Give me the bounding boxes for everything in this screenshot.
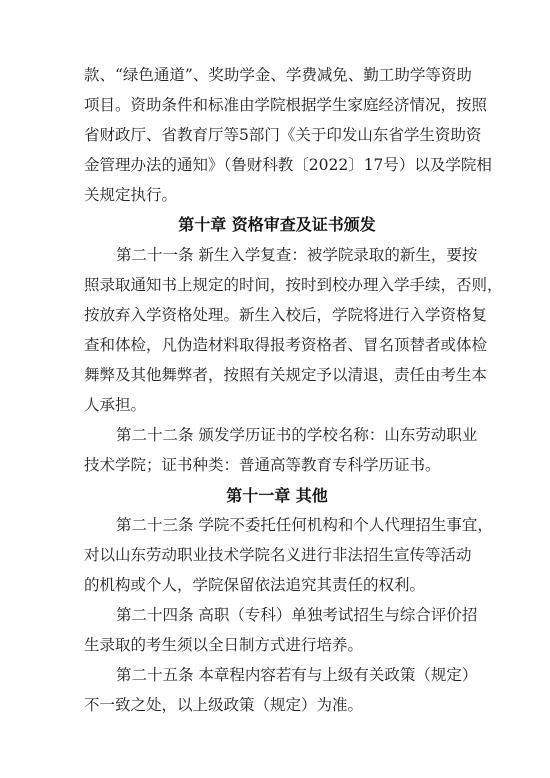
article-23-line: 对以山东劳动职业技术学院名义进行非法招生宣传等活动: [84, 546, 472, 564]
article-23-line: 的机构或个人，学院保留依法追究其责任的权利。: [84, 576, 426, 594]
article-24-line: 生录取的考生须以全日制方式进行培养。: [84, 636, 364, 654]
article-25-line: 第二十五条 本章程内容若有与上级有关政策（规定）: [116, 666, 478, 684]
paragraph-line: 关规定执行。: [84, 186, 178, 204]
paragraph-line: 金管理办法的通知》（鲁财科教〔2022〕17号）以及学院相: [84, 156, 492, 174]
chapter-10-heading: 第十章 资格审查及证书颁发: [178, 215, 376, 234]
article-21-line: 照录取通知书上规定的时间，按时到校办理入学手续，否则，: [84, 276, 503, 294]
article-25-line: 不一致之处，以上级政策（规定）为准。: [84, 696, 364, 714]
article-22-line: 技术学院；证书种类：普通高等教育专科学历证书。: [84, 456, 441, 474]
article-21-line: 查和体检，凡伪造材料取得报考资格者、冒名顶替者或体检: [84, 336, 488, 354]
paragraph-line: 项目。资助条件和标准由学院根据学生家庭经济情况，按照: [84, 96, 488, 114]
article-21-line: 按放弃入学资格处理。新生入校后，学院将进行入学资格复: [84, 306, 488, 324]
chapter-11-heading: 第十一章 其他: [226, 486, 328, 505]
paragraph-line: 款、“绿色通道”、奖助学金、学费减免、勤工助学等资助: [84, 66, 472, 84]
article-24-line: 第二十四条 高职（专科）单独考试招生与综合评价招: [116, 606, 478, 624]
article-21-line: 第二十一条 新生入学复查：被学院录取的新生，要按: [116, 246, 478, 264]
article-23-line: 第二十三条 学院不委托任何机构和个人代理招生事宜，: [116, 516, 493, 534]
paragraph-line: 省财政厅、省教育厅等5部门《关于印发山东省学生资助资: [84, 126, 482, 144]
article-21-line: 舞弊及其他舞弊者，按照有关规定予以清退，责任由考生本: [84, 366, 488, 384]
article-22-line: 第二十二条 颁发学历证书的学校名称：山东劳动职业: [116, 426, 478, 444]
article-21-line: 人承担。: [84, 396, 147, 414]
